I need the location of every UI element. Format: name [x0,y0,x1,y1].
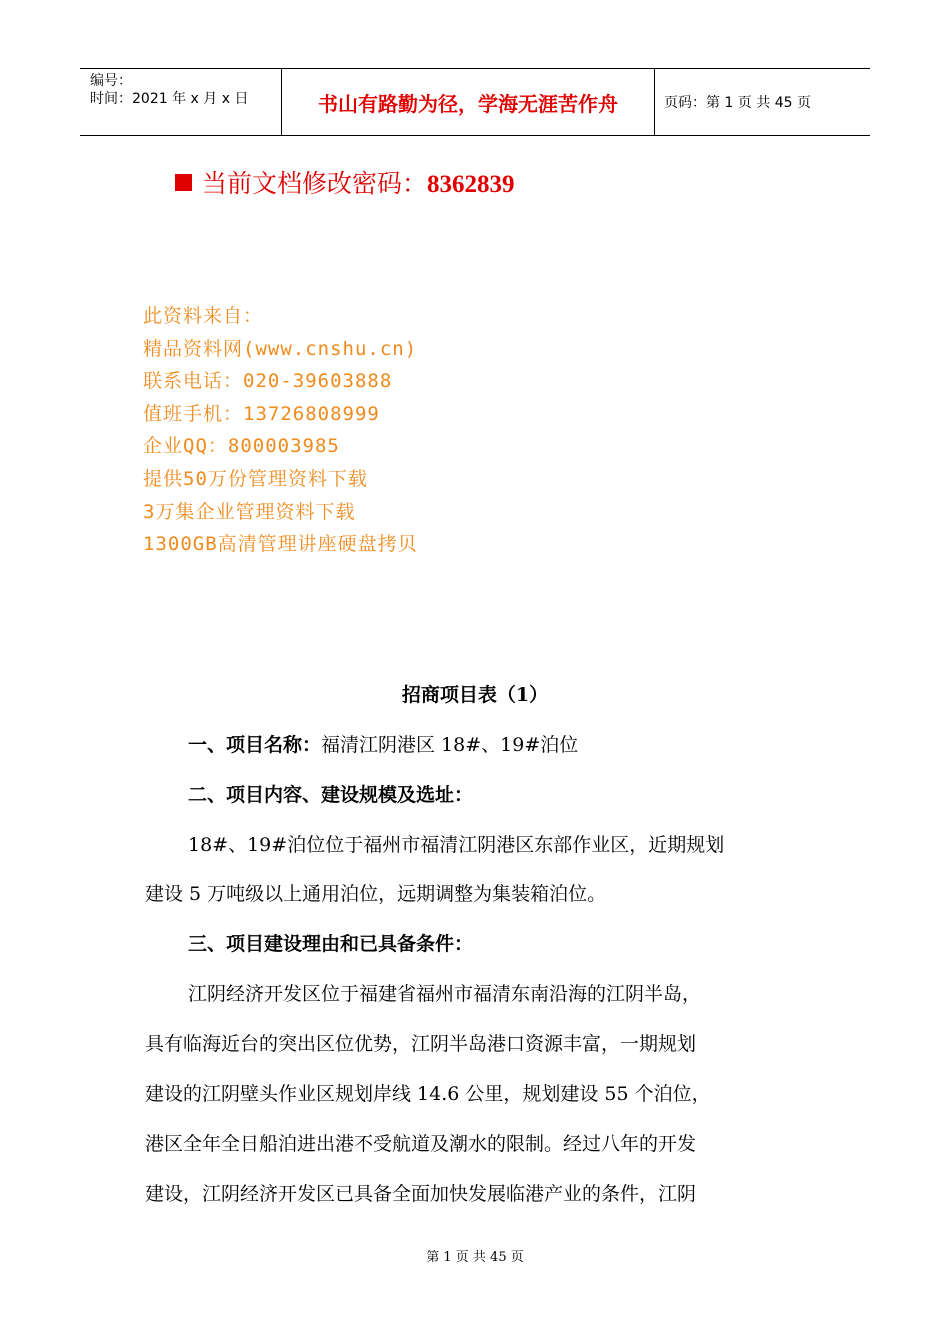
source-info-line: 值班手机：13726808999 [143,402,380,425]
password-notice [175,166,515,203]
source-info-block [143,300,418,561]
section2-heading-text: 二、项目内容、建设规模及选址： [188,784,474,806]
source-info-line: 精品资料网(www.cnshu.cn) [143,337,418,360]
paragraph-line: 具有临海近台的突出区位优势，江阴半岛港口资源丰富，一期规划 [145,1033,697,1055]
section3-heading [188,930,868,958]
paragraph-line: 江阴经济开发区位于福建省福州市福清东南沿海的江阴半岛， [188,983,702,1005]
header-meta [90,72,248,108]
header-page-info: 页码：第 1 页 共 45 页 [664,95,811,111]
header-divider [654,68,655,136]
source-info-line: 联系电话：020-39603888 [143,370,393,393]
document-number-label: 编号： [90,73,132,89]
source-info-line: 1300GB高清管理讲座硬盘拷贝 [143,533,418,556]
source-info-line: 3万集企业管理资料下载 [143,500,356,523]
password-label: 当前文档修改密码： [202,169,428,198]
paragraph-line: 建设 5 万吨级以上通用泊位，远期调整为集装箱泊位。 [145,883,607,905]
section1 [188,731,868,759]
red-square-icon [175,174,192,191]
document-time-label: 时间：2021 年 x 月 x 日 [90,91,249,107]
source-info-line: 此资料来自： [143,305,264,327]
section1-heading: 一、项目名称： [188,734,322,756]
page-footer: 第 1 页 共 45 页 [426,1250,524,1265]
section1-value: 福清江阴港区 18#、19#泊位 [321,734,579,756]
section3-heading-text: 三、项目建设理由和已具备条件： [188,933,474,955]
paragraph-line: 建设的江阴壁头作业区规划岸线 14.6 公里，规划建设 55 个泊位， [145,1083,711,1105]
paragraph-line: 建设，江阴经济开发区已具备全面加快发展临港产业的条件，江阴 [145,1183,697,1205]
section2-heading [188,781,868,809]
password-code: 8362839 [427,171,515,198]
header-motto: 书山有路勤为径，学海无涯苦作舟 [318,91,618,116]
paragraph-line: 18#、19#泊位位于福州市福清江阴港区东部作业区，近期规划 [188,834,725,856]
document-title: 招商项目表（1） [401,684,549,706]
paragraph-line: 港区全年全日船泊进出港不受航道及潮水的限制。经过八年的开发 [145,1133,697,1155]
source-info-line: 提供50万份管理资料下载 [143,467,368,490]
source-info-line: 企业QQ：800003985 [143,435,340,458]
